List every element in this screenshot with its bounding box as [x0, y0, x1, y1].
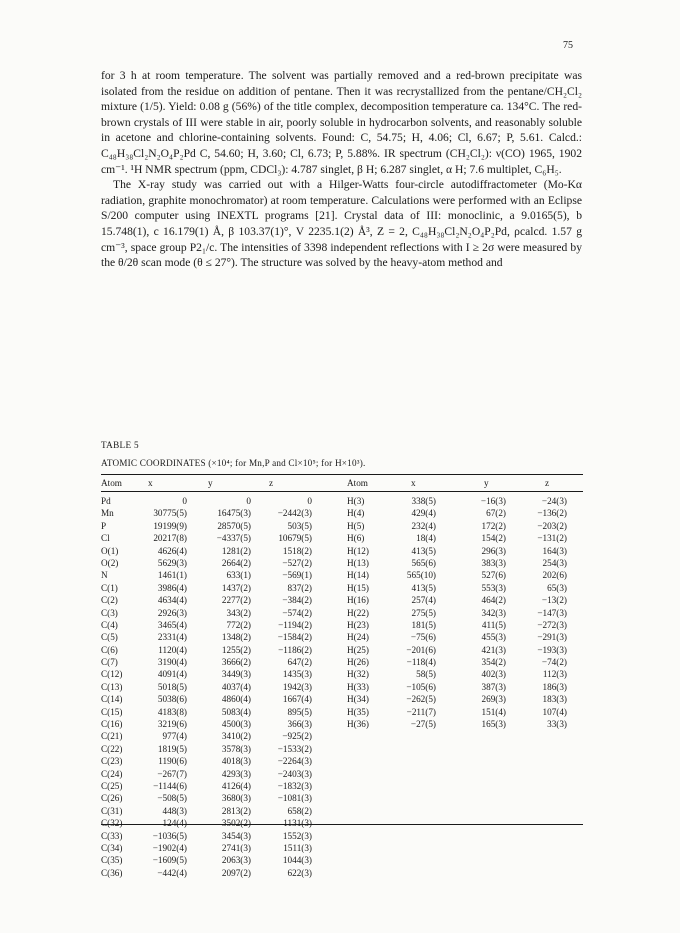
table-cell: −262(5)	[406, 694, 436, 705]
table-cell: C(2)	[101, 595, 118, 606]
table-cell: 2741(3)	[221, 842, 251, 853]
table-cell: H(5)	[347, 520, 365, 531]
table-cell: O(1)	[101, 545, 119, 556]
table-cell: 0	[182, 496, 187, 506]
table-cell: 5038(6)	[157, 694, 187, 705]
table-cell: 2277(2)	[221, 595, 251, 606]
page-number: 75	[563, 40, 573, 51]
table-cell: 338(5)	[411, 496, 436, 506]
table-cell: H(23)	[347, 619, 369, 630]
table-bottom-rule	[101, 824, 583, 825]
table-cell: P	[101, 520, 107, 531]
table-cell: 455(3)	[481, 632, 506, 643]
table-cell: 342(3)	[481, 607, 506, 618]
table-cell: Pd	[101, 496, 111, 506]
table-cell: 0	[246, 496, 251, 506]
table-cell: 1044(3)	[282, 855, 312, 866]
col-y-left	[201, 495, 251, 879]
table-cell: 1667(4)	[282, 694, 312, 705]
table-cell: 1518(2)	[282, 545, 312, 556]
table-cell: 658(2)	[287, 805, 312, 816]
table-cell: 33(3)	[547, 719, 567, 730]
table-cell: −147(3)	[537, 607, 567, 618]
table-cell: 4183(8)	[157, 706, 187, 717]
table-cell: 107(4)	[542, 706, 567, 717]
table-cell: 772(2)	[226, 619, 251, 630]
table-cell: 2097(2)	[221, 867, 251, 878]
table-cell: C(33)	[101, 830, 123, 841]
table-cell: 464(2)	[481, 595, 506, 606]
table-cell: 411(5)	[481, 619, 506, 630]
table-cell: 3986(4)	[157, 582, 187, 593]
table-cell: C(16)	[101, 719, 123, 730]
table-cell: 3454(3)	[221, 830, 251, 841]
table-cell: 429(4)	[411, 508, 436, 519]
table-cell: −16(3)	[480, 496, 506, 506]
table-cell: 1435(3)	[282, 669, 312, 680]
table-cell: H(13)	[347, 557, 369, 568]
table-cell: −2442(3)	[277, 508, 312, 519]
table-cell: H(6)	[347, 533, 365, 544]
table-cell: 354(2)	[481, 657, 506, 668]
table-cell: 28570(5)	[217, 520, 251, 531]
table-cell: −925(2)	[282, 731, 312, 742]
table-cell: 3190(4)	[157, 657, 187, 668]
table-cell: −105(6)	[406, 681, 436, 692]
table-cell: H(22)	[347, 607, 369, 618]
table-cell: −1832(3)	[277, 780, 312, 791]
table-cell: −211(7)	[406, 706, 436, 717]
table-cell: 977(4)	[162, 731, 187, 742]
table-cell: −1902(4)	[152, 842, 187, 853]
table-cell: −13(2)	[541, 595, 567, 606]
table-cell: C(6)	[101, 644, 118, 655]
table-cell: C(26)	[101, 793, 123, 804]
table-cell: −291(3)	[537, 632, 567, 643]
table-cell: 20217(8)	[153, 533, 187, 544]
table-cell: −201(6)	[406, 644, 436, 655]
table-cell: 1437(2)	[221, 582, 251, 593]
table-cell: 269(3)	[481, 694, 506, 705]
table-cell: −442(4)	[157, 867, 187, 878]
table-cell: C(35)	[101, 855, 123, 866]
table-cell: 413(5)	[411, 582, 436, 593]
table-cell: H(32)	[347, 669, 369, 680]
table-cell: 275(5)	[411, 607, 436, 618]
table-cell: C(1)	[101, 582, 118, 593]
table-cell: −24(3)	[541, 496, 567, 506]
body-text	[101, 68, 582, 271]
table-cell: −75(6)	[410, 632, 436, 643]
table-cell: −2403(3)	[277, 768, 312, 779]
table-cell: 19199(9)	[153, 520, 187, 531]
table-cell: 172(2)	[481, 520, 506, 531]
table-cell: 4500(3)	[221, 719, 251, 730]
table-cell: C(3)	[101, 607, 118, 618]
table-cell: 4037(4)	[221, 681, 251, 692]
table-cell: C(15)	[101, 706, 123, 717]
table-cell: H(25)	[347, 644, 369, 655]
table-cell: −1186(2)	[278, 644, 312, 655]
table-cell: H(36)	[347, 719, 369, 730]
table-cell: C(13)	[101, 681, 123, 692]
table-cell: 10679(5)	[278, 533, 312, 544]
table-cell: 4018(3)	[221, 756, 251, 767]
col-z-left	[261, 495, 312, 879]
table-cell: 5018(5)	[157, 681, 187, 692]
table-cell: −193(3)	[537, 644, 567, 655]
table-cell: 1131(3)	[283, 818, 312, 829]
table-cell: 1190(6)	[158, 756, 187, 767]
table-cell: 2331(4)	[157, 632, 187, 643]
table-cell: H(15)	[347, 582, 369, 593]
table-cell: −1609(5)	[152, 855, 187, 866]
table-cell: 30775(5)	[153, 508, 187, 519]
table-cell: 4091(4)	[157, 669, 187, 680]
table-cell: −1036(5)	[152, 830, 187, 841]
table-cell: C(34)	[101, 842, 123, 853]
table-cell: −136(2)	[537, 508, 567, 519]
table-cell: −1144(6)	[153, 780, 187, 791]
table-cell: −4337(5)	[216, 533, 251, 544]
table-cell: −569(1)	[282, 570, 312, 581]
table-cell: 4293(3)	[221, 768, 251, 779]
table-cell: 151(4)	[481, 706, 506, 717]
table-cell: 3449(3)	[221, 669, 251, 680]
table-cell: 67(2)	[486, 508, 506, 519]
header-x-left: x	[148, 478, 153, 488]
table-cell: 503(5)	[287, 520, 312, 531]
col-atom-right	[347, 495, 387, 730]
table-cell: 257(4)	[411, 595, 436, 606]
table-cell: O(2)	[101, 557, 119, 568]
table-cell: 366(3)	[287, 719, 312, 730]
header-y-left: y	[208, 478, 213, 488]
col-z-right	[526, 495, 567, 730]
table-cell: −384(2)	[282, 595, 312, 606]
table-cell: 413(5)	[411, 545, 436, 556]
table-cell: C(21)	[101, 731, 123, 742]
table-cell: C(14)	[101, 694, 123, 705]
table-cell: H(24)	[347, 632, 369, 643]
col-x-left	[141, 495, 187, 879]
table-cell: 202(6)	[542, 570, 567, 581]
table-label: TABLE 5	[101, 440, 139, 450]
table-cell: C(5)	[101, 632, 118, 643]
table-cell: 154(2)	[481, 533, 506, 544]
col-y-right	[466, 495, 506, 730]
header-x-right: x	[411, 478, 416, 488]
table-cell: C(32)	[101, 818, 123, 829]
table-cell: H(16)	[347, 595, 369, 606]
coordinates-table-body	[101, 495, 583, 878]
table-cell: 1461(1)	[157, 570, 187, 581]
table-cell: 3578(3)	[221, 743, 251, 754]
table-cell: 3465(4)	[157, 619, 187, 630]
table-cell: −1584(2)	[277, 632, 312, 643]
table-cell: 112(3)	[542, 669, 567, 680]
table-cell: 1281(2)	[221, 545, 251, 556]
table-cell: −1081(3)	[277, 793, 312, 804]
table-cell: 3680(3)	[221, 793, 251, 804]
table-cell: 164(3)	[542, 545, 567, 556]
table-cell: −508(5)	[157, 793, 187, 804]
table-cell: 186(3)	[542, 681, 567, 692]
table-cell: 421(3)	[481, 644, 506, 655]
table-cell: −203(2)	[537, 520, 567, 531]
table-cell: C(25)	[101, 780, 123, 791]
table-cell: 4626(4)	[157, 545, 187, 556]
table-cell: −574(2)	[282, 607, 312, 618]
table-cell: 0	[307, 496, 312, 506]
table-cell: 3219(6)	[157, 719, 187, 730]
table-cell: 1255(2)	[221, 644, 251, 655]
table-cell: 553(3)	[481, 582, 506, 593]
table-cell: 383(3)	[481, 557, 506, 568]
table-cell: 232(4)	[411, 520, 436, 531]
table-cell: −2264(3)	[277, 756, 312, 767]
table-cell: −527(2)	[282, 557, 312, 568]
table-header-rule	[101, 491, 583, 492]
header-z-right: z	[545, 478, 550, 488]
table-cell: 165(3)	[481, 719, 506, 730]
table-cell: −131(2)	[537, 533, 567, 544]
table-cell: Mn	[101, 508, 114, 519]
header-z-left: z	[269, 478, 274, 488]
table-cell: 58(5)	[416, 669, 436, 680]
table-cell: −272(3)	[537, 619, 567, 630]
table-cell: 1942(3)	[282, 681, 312, 692]
table-cell: C(31)	[101, 805, 123, 816]
table-cell: 65(3)	[547, 582, 567, 593]
table-cell: −1533(2)	[277, 743, 312, 754]
table-cell: C(22)	[101, 743, 123, 754]
table-cell: H(33)	[347, 681, 369, 692]
table-cell: 3410(2)	[221, 731, 251, 742]
table-cell: 5629(3)	[157, 557, 187, 568]
table-cell: 565(10)	[406, 570, 436, 581]
table-cell: 387(3)	[481, 681, 506, 692]
table-cell: 1120(4)	[158, 644, 187, 655]
table-cell: Cl	[101, 533, 110, 544]
table-cell: C(36)	[101, 867, 123, 878]
table-cell: 1819(5)	[157, 743, 187, 754]
table-cell: H(3)	[347, 496, 365, 506]
table-cell: 343(2)	[226, 607, 251, 618]
table-cell: 18(4)	[416, 533, 436, 544]
paragraph-1: for 3 h at room temperature. The solvent was partially removed and a red-brown precipitate was isolated from the residue on addition of pentane. Then it was recrystallized from the pentane/CH₂Cl₂ mixture (1/5). Yield: 0.08 g (56%) of the title complex, decomposition temperature ca. 134°C. The red-brown crystals of III were stable in air, poorly soluble in hydrocarbon solvents, and reasonably soluble in acetone and chlorine-containing solvents. Found: C, 54.75; H, 4.06; Cl, 6.67; P, 5.61. Calcd.: C₄₈H₃₈Cl₂N₂O₄P₂Pd C, 54.60; H, 3.60; Cl, 6.73; P, 5.88%. IR spectrum (CH₂Cl₂): ν(CO) 1965, 1902 cm⁻¹. ¹H NMR spectrum (ppm, CDCl₃): 4.787 singlet, β H; 6.287 singlet, α H; 7.6 multiplet, C₆H₅.	[101, 69, 582, 176]
header-y-right: y	[484, 478, 489, 488]
table-cell: −118(4)	[406, 657, 436, 668]
table-cell: 2813(2)	[221, 805, 251, 816]
paragraph-2: The X-ray study was carried out with a Hilger-Watts four-circle autodiffractometer (Mo-Kα radiation, graphite monochromator) at room temperature. Calculations were performed with an Eclipse S/200 computer using INEXTL programs [21]. Crystal data of III: monoclinic, a 9.0165(5), b 15.748(1), c 16.179(1) Å, β 103.37(1)°, V 2235.1(2) Å³, Z = 2, C₄₈H₃₈Cl₂N₂O₄P₂Pd, ρcalcd. 1.57 g cm⁻³, space group P2₁/c. The intensities of 3398 independent reflections with I ≥ 2σ were measured by the θ/2θ scan mode (θ ≤ 27°). The structure was solved by the heavy-atom method and	[101, 178, 582, 270]
table-cell: H(34)	[347, 694, 369, 705]
table-cell: 4126(4)	[221, 780, 251, 791]
table-cell: −1194(2)	[278, 619, 312, 630]
table-cell: 5083(4)	[221, 706, 251, 717]
table-cell: C(7)	[101, 657, 118, 668]
table-cell: 296(3)	[481, 545, 506, 556]
table-cell: C(4)	[101, 619, 118, 630]
table-cell: H(12)	[347, 545, 369, 556]
table-cell: C(12)	[101, 669, 123, 680]
table-cell: 16475(3)	[217, 508, 251, 519]
table-cell: 124(4)	[162, 818, 187, 829]
table-cell: C(23)	[101, 756, 123, 767]
table-cell: 181(5)	[411, 619, 436, 630]
table-cell: 1552(3)	[282, 830, 312, 841]
table-cell: H(35)	[347, 706, 369, 717]
table-top-rule	[101, 474, 583, 475]
table-cell: 2926(3)	[157, 607, 187, 618]
table-cell: 633(1)	[226, 570, 251, 581]
col-atom-left	[101, 495, 141, 879]
table-cell: H(4)	[347, 508, 365, 519]
table-cell: 402(3)	[481, 669, 506, 680]
table-cell: 622(3)	[287, 867, 312, 878]
table-cell: 254(3)	[542, 557, 567, 568]
table-cell: 448(3)	[162, 805, 187, 816]
table-title: ATOMIC COORDINATES (×10⁴; for Mn,P and Cl×10⁵; for H×10³).	[101, 458, 366, 468]
header-atom-left: Atom	[101, 478, 122, 488]
table-cell: 527(6)	[481, 570, 506, 581]
table-cell: 2063(3)	[221, 855, 251, 866]
table-cell: −74(2)	[541, 657, 567, 668]
table-cell: H(14)	[347, 570, 369, 581]
table-cell: 4860(4)	[221, 694, 251, 705]
table-cell: 183(3)	[542, 694, 567, 705]
table-cell: C(24)	[101, 768, 123, 779]
table-cell: 2664(2)	[221, 557, 251, 568]
table-cell: H(26)	[347, 657, 369, 668]
table-cell: −267(7)	[157, 768, 187, 779]
table-cell: 565(6)	[411, 557, 436, 568]
table-cell: 895(5)	[287, 706, 312, 717]
table-cell: 3502(2)	[221, 818, 251, 829]
table-cell: 3666(2)	[221, 657, 251, 668]
table-cell: 647(2)	[287, 657, 312, 668]
table-cell: 837(2)	[287, 582, 312, 593]
table-cell: −27(5)	[410, 719, 436, 730]
table-cell: N	[101, 570, 108, 581]
col-x-right	[391, 495, 436, 730]
table-cell: 1348(2)	[221, 632, 251, 643]
header-atom-right: Atom	[347, 478, 368, 488]
table-cell: 4634(4)	[157, 595, 187, 606]
table-cell: 1511(3)	[283, 842, 312, 853]
